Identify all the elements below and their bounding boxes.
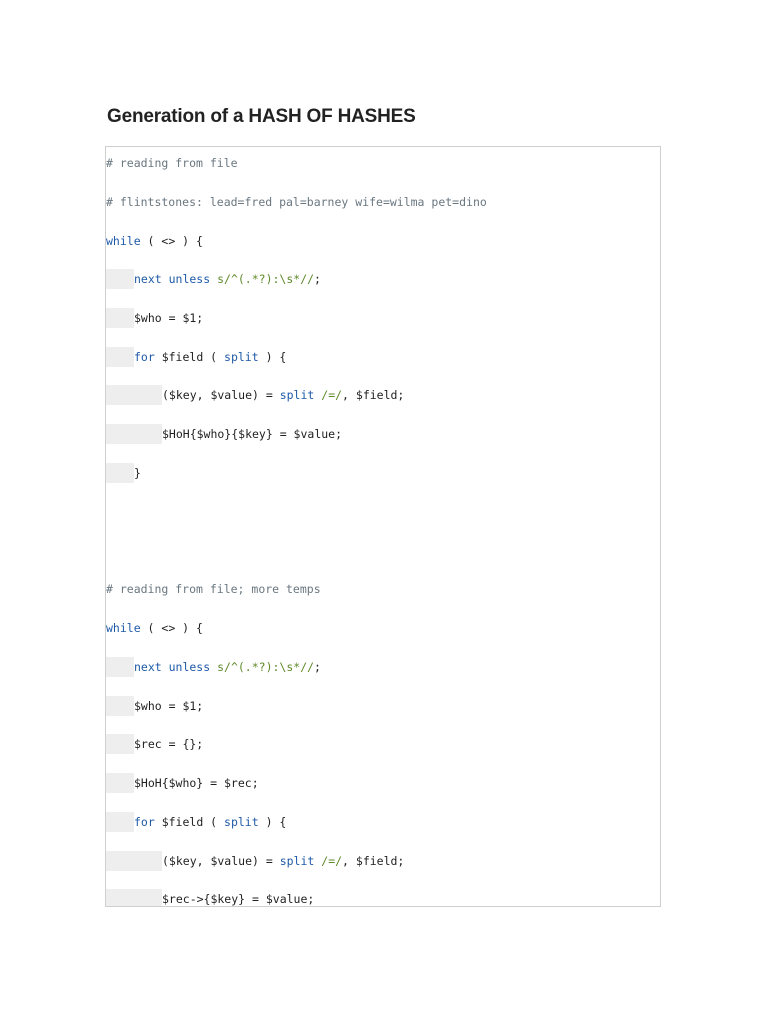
code-token: $who = $1; [134, 699, 204, 713]
code-token: ) { [258, 350, 287, 364]
code-line [106, 463, 141, 483]
indent-guide [106, 308, 134, 328]
code-token: $rec = {}; [134, 737, 204, 751]
code-token: $who = $1; [134, 311, 204, 325]
indent-guide [106, 812, 134, 832]
code-line [106, 579, 321, 599]
code-token: split [279, 388, 315, 402]
code-block [105, 146, 661, 907]
code-token: ($key, $value) = [162, 854, 280, 868]
code-token: for [134, 815, 155, 829]
code-token: , $field; [342, 388, 405, 402]
code-line [106, 385, 404, 405]
indent-guide [106, 463, 134, 483]
code-token: $field ( [154, 815, 225, 829]
code-token: /=/ [321, 388, 343, 402]
code-token [314, 851, 321, 871]
code-token [314, 385, 321, 405]
code-token: ($key, $value) = [162, 388, 280, 402]
code-token: /=/ [321, 854, 343, 868]
code-token: split [224, 815, 259, 829]
code-token: while [106, 234, 141, 248]
code-token: $rec->{$key} = $value; [162, 892, 315, 906]
code-token: ( <> ) { [140, 234, 203, 248]
code-line [106, 773, 259, 793]
code-line [106, 231, 203, 251]
indent-guide [106, 269, 134, 289]
indent-guide [106, 773, 134, 793]
code-token: # flintstones: lead=fred pal=barney wife=wilma pet=dino [106, 195, 487, 209]
code-token [210, 657, 217, 677]
code-line [106, 657, 321, 677]
indent-guide [106, 424, 162, 444]
code-token: next unless [134, 660, 211, 674]
code-line [106, 153, 238, 173]
code-token: # reading from file [106, 156, 238, 170]
code-line [106, 618, 203, 638]
code-token: for [134, 350, 155, 364]
code-token: ) { [258, 815, 287, 829]
code-token: next unless [134, 272, 211, 286]
code-line [106, 889, 314, 907]
code-line [106, 308, 203, 328]
code-line [106, 269, 321, 289]
code-line [106, 812, 286, 832]
code-token: # reading from file; more temps [106, 582, 321, 596]
code-token [210, 269, 217, 289]
code-token: split [224, 350, 259, 364]
indent-guide [106, 657, 134, 677]
indent-guide [106, 734, 134, 754]
code-token: s/^(.*?):\s*// [217, 272, 315, 286]
code-line [106, 192, 487, 212]
indent-guide [106, 851, 162, 871]
code-line [106, 347, 286, 367]
code-line [106, 851, 404, 871]
code-token: , $field; [342, 854, 405, 868]
indent-guide [106, 385, 162, 405]
code-token: ; [314, 660, 321, 674]
code-token: while [106, 621, 141, 635]
code-token: ; [314, 272, 321, 286]
code-token: s/^(.*?):\s*// [217, 660, 315, 674]
code-token: } [134, 466, 141, 480]
code-token: $HoH{$who} = $rec; [134, 776, 259, 790]
indent-guide [106, 889, 162, 907]
indent-guide [106, 347, 134, 367]
code-token: ( <> ) { [140, 621, 203, 635]
code-line [106, 734, 203, 754]
indent-guide [106, 696, 134, 716]
code-token: $HoH{$who}{$key} = $value; [162, 427, 343, 441]
code-token: $field ( [154, 350, 225, 364]
code-line [106, 424, 342, 444]
code-token: split [279, 854, 315, 868]
page-title: Generation of a HASH OF HASHES [107, 106, 416, 127]
code-line [106, 696, 203, 716]
